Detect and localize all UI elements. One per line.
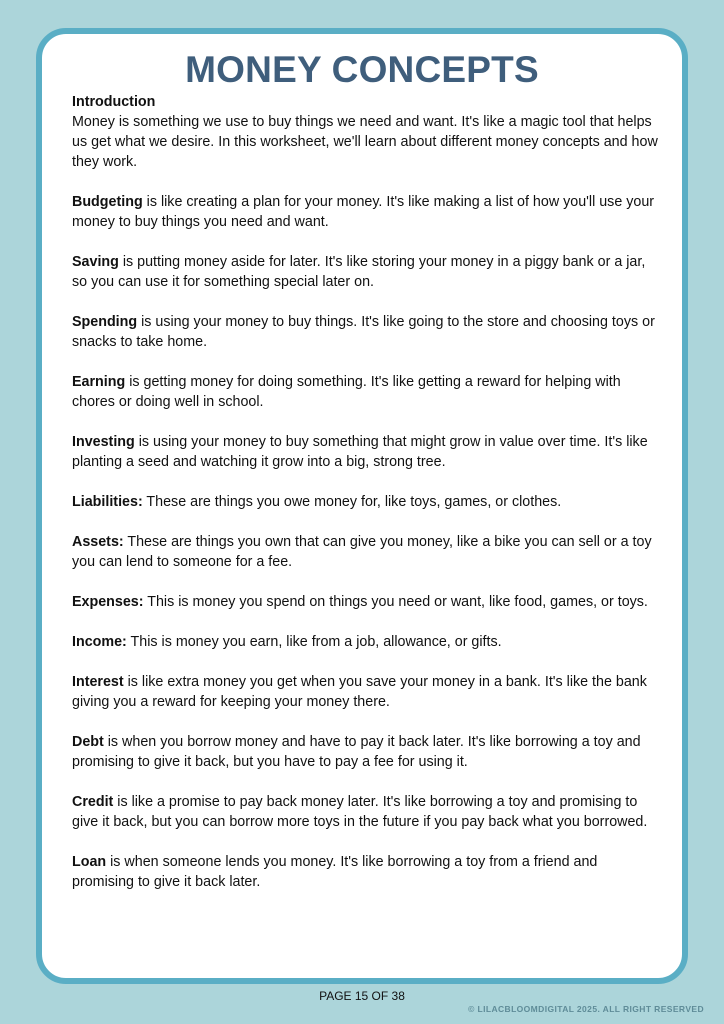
concept-budgeting <box>72 192 662 232</box>
concept-text: is like a promise to pay back money later. It's like borrowing a toy and promising to give it back, but you can borrow more toys in the future if you pay back what you borrowed. <box>72 794 648 830</box>
concept-income <box>72 632 662 652</box>
concept-text: This is money you spend on things you need or want, like food, games, or toys. <box>143 594 648 610</box>
page-number: PAGE 15 OF 38 <box>319 989 405 1003</box>
concept-text: is putting money aside for later. It's like storing your money in a piggy bank or a jar, so you can use it for something special later on. <box>72 254 646 290</box>
concept-text: These are things you own that can give you money, like a bike you can sell or a toy you can lend to someone for a fee. <box>72 534 652 570</box>
concept-term: Income: <box>72 634 127 650</box>
concept-text: is using your money to buy something that might grow in value over time. It's like planting a seed and watching it grow into a big, strong tree. <box>72 434 648 470</box>
worksheet-content <box>72 92 662 912</box>
intro-text: Money is something we use to buy things we need and want. It's like a magic tool that helps us get what we desire. In this worksheet, we'll learn about different money concepts and how they work. <box>72 114 658 170</box>
intro-section <box>72 92 662 172</box>
concept-text: This is money you earn, like from a job, allowance, or gifts. <box>126 634 502 650</box>
concept-liabilities <box>72 492 662 512</box>
concept-term: Spending <box>72 314 138 330</box>
concept-saving <box>72 252 662 292</box>
concept-investing <box>72 432 662 472</box>
copyright-notice: © LILACBLOOMDIGITAL 2025. ALL RIGHT RESERVED <box>468 1004 704 1014</box>
concept-term: Saving <box>72 254 119 270</box>
concept-earning <box>72 372 662 412</box>
concept-debt <box>72 732 662 772</box>
concept-term: Debt <box>72 734 104 750</box>
concept-term: Interest <box>72 674 124 690</box>
concept-loan <box>72 852 662 892</box>
concept-term: Expenses: <box>72 594 144 610</box>
concept-text: These are things you owe money for, like toys, games, or clothes. <box>142 494 562 510</box>
concept-text: is when you borrow money and have to pay it back later. It's like borrowing a toy and promising to give it back, but you have to pay a fee for using it. <box>72 734 641 770</box>
concept-expenses <box>72 592 662 612</box>
concept-text: is like extra money you get when you save your money in a bank. It's like the bank giving you a reward for keeping your money there. <box>72 674 647 710</box>
concept-term: Budgeting <box>72 194 143 210</box>
concept-credit <box>72 792 662 832</box>
concept-text: is using your money to buy things. It's like going to the store and choosing toys or snacks to take home. <box>72 314 655 350</box>
concept-term: Loan <box>72 854 107 870</box>
concept-assets <box>72 532 662 572</box>
concept-term: Credit <box>72 794 114 810</box>
concept-text: is getting money for doing something. It's like getting a reward for helping with chores or doing well in school. <box>72 374 621 410</box>
intro-heading: Introduction <box>72 94 156 110</box>
concept-text: is when someone lends you money. It's like borrowing a toy from a friend and promising to give it back later. <box>72 854 598 890</box>
page-title: MONEY CONCEPTS <box>185 49 539 90</box>
concept-term: Earning <box>72 374 126 390</box>
concept-term: Investing <box>72 434 135 450</box>
concept-text: is like creating a plan for your money. It's like making a list of how you'll use your money to buy things you need and want. <box>72 194 655 230</box>
concept-term: Assets: <box>72 534 124 550</box>
concept-spending <box>72 312 662 352</box>
concept-term: Liabilities: <box>72 494 143 510</box>
concept-interest <box>72 672 662 712</box>
